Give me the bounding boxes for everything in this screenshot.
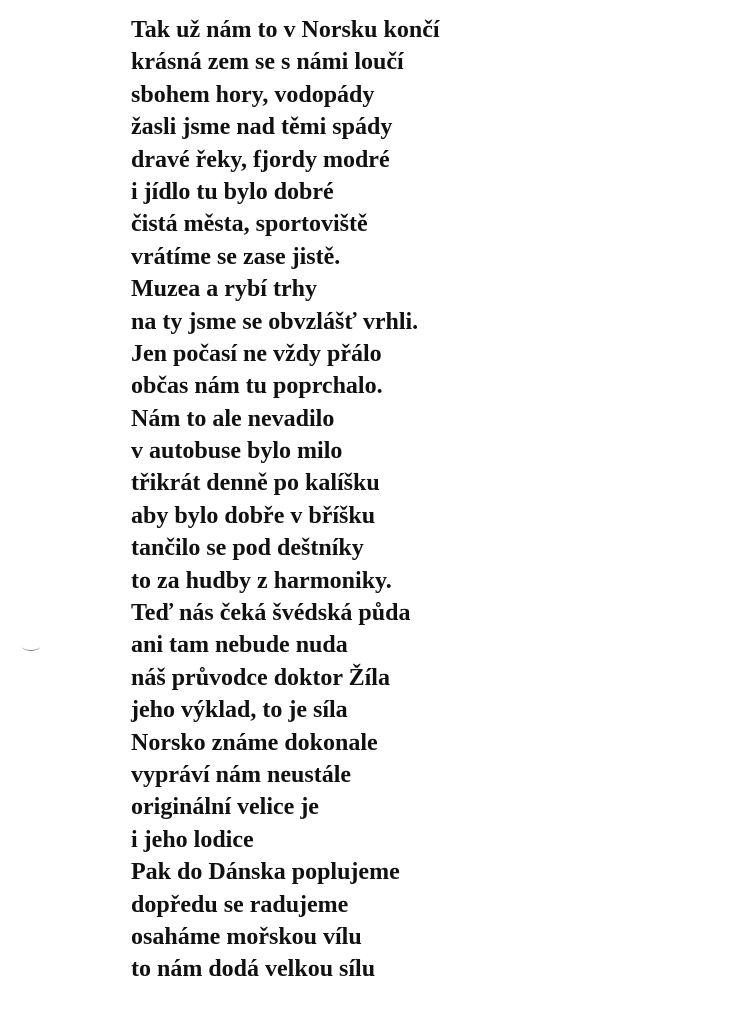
poem-line: na ty jsme se obvzlášť vrhli. <box>131 308 419 335</box>
poem-line: jeho výklad, to je síla <box>131 697 348 724</box>
poem-line: dopředu se radujeme <box>131 891 349 918</box>
poem-line: třikrát denně po kalíšku <box>131 470 380 497</box>
poem-line: ani tam nebude nuda <box>131 632 348 659</box>
poem-line: Teď nás čeká švédská půda <box>131 600 411 627</box>
poem-line: Pak do Dánska poplujeme <box>131 859 400 886</box>
poem-line: aby bylo dobře v bříšku <box>131 502 376 529</box>
poem-line: vypráví nám neustále <box>131 761 352 788</box>
poem-line: vrátíme se zase jistě. <box>131 243 341 270</box>
poem-line: tančilo se pod deštníky <box>131 535 364 562</box>
poem-line: v autobuse bylo milo <box>131 438 343 465</box>
poem-line: osaháme mořskou vílu <box>131 923 362 950</box>
poem-line: žasli jsme nad těmi spády <box>131 114 393 141</box>
poem-line: to za hudby z harmoniky. <box>131 567 392 594</box>
scan-mark <box>22 642 40 651</box>
poem-line: krásná zem se s námi loučí <box>131 49 404 76</box>
poem-line: Norsko známe dokonale <box>131 729 378 756</box>
poem-line: Nám to ale nevadilo <box>131 405 335 432</box>
poem-line: i jídlo tu bylo dobré <box>131 178 334 205</box>
poem-line: Jen počasí ne vždy přálo <box>131 340 382 367</box>
poem-line: čistá města, sportoviště <box>131 211 368 238</box>
poem-line: to nám dodá velkou sílu <box>131 956 376 983</box>
poem-line: Muzea a rybí trhy <box>131 276 317 303</box>
poem-line: sbohem hory, vodopády <box>131 81 375 108</box>
poem-line: i jeho lodice <box>131 826 254 853</box>
poem-line: Tak už nám to v Norsku končí <box>131 17 440 43</box>
poem-line: originální velice je <box>131 794 319 821</box>
poem-text <box>131 14 440 986</box>
poem-line: dravé řeky, fjordy modré <box>131 146 390 173</box>
poem-line: občas nám tu poprchalo. <box>131 373 383 400</box>
poem-line: náš průvodce doktor Žíla <box>131 664 390 691</box>
